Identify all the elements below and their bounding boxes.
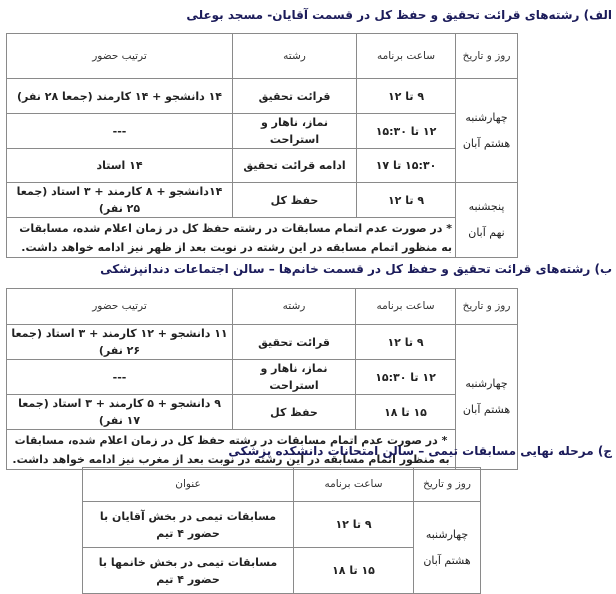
header-field: رشته: [233, 34, 357, 79]
table-row: [7, 183, 518, 218]
table-row: [7, 395, 518, 430]
day-cell: چهارشنبه هشتم آبان: [414, 502, 481, 594]
header-field: رشته: [233, 289, 356, 325]
field-cell: قرائت تحقیق: [233, 79, 357, 114]
section-b-title: ب) رشته‌های قرائت تحقیق و حفظ کل در قسمت خانم‌ها – سالن اجتماعات دندانپزشکی: [100, 262, 612, 276]
header-time: ساعت برنامه: [356, 289, 456, 325]
table-header-row: [7, 34, 518, 79]
table-row: [7, 360, 518, 395]
header-day: روز و تاریخ: [456, 289, 518, 325]
field-cell: نماز، ناهار و استراحت: [233, 114, 357, 149]
time-cell: ۱۵ تا ۱۸: [294, 548, 414, 594]
attendance-cell: ---: [7, 114, 233, 149]
table-row: [7, 79, 518, 114]
attendance-cell: ۱۴ دانشجو + ۱۴ کارمند (جمعا ۲۸ نفر): [7, 79, 233, 114]
section-a-title: الف) رشته‌های قرائت تحقیق و حفظ کل در قسمت آقایان- مسجد بوعلی: [186, 8, 612, 22]
time-cell: ۱۲ تا ۱۵:۳۰: [356, 360, 456, 395]
table-header-row: [7, 289, 518, 325]
header-attendance: ترتیب حضور: [7, 34, 233, 79]
attendance-cell: ۱۴دانشجو + ۸ کارمند + ۳ استاد (جمعا ۲۵ نفر): [7, 183, 233, 218]
time-cell: ۹ تا ۱۲: [357, 79, 456, 114]
table-row: [83, 502, 481, 548]
field-cell: حفظ کل: [233, 183, 357, 218]
header-time: ساعت برنامه: [294, 468, 414, 502]
day-cell: چهارشنبه هشتم آبان: [456, 79, 518, 183]
attendance-cell: ۱۴ استاد: [7, 149, 233, 183]
time-cell: ۱۵ تا ۱۸: [356, 395, 456, 430]
header-title: عنوان: [83, 468, 294, 502]
note-row: [7, 218, 518, 258]
field-cell: حفظ کل: [233, 395, 356, 430]
note-text: * در صورت عدم اتمام مسابقات در رشته حفظ کل در زمان اعلام شده، مسابقات به منظور اتمام مسابقه در این رشته در نوبت بعد از ظهر نیز ادامه خواهد داشت.: [7, 218, 456, 258]
section-b-table: [6, 288, 518, 470]
note-text: * در صورت عدم اتمام مسابقات در رشته حفظ کل در زمان اعلام شده، مسابقات به منظور اتمام مسابقه در این رشته در نوبت بعد از مغرب نیز ادامه خواهد داشت.: [7, 430, 456, 470]
field-cell: قرائت تحقیق: [233, 325, 356, 360]
table-row: [7, 114, 518, 149]
header-day: روز و تاریخ: [456, 34, 518, 79]
title-cell: مسابقات تیمی در بخش آقایان با حضور ۴ تیم: [83, 502, 294, 548]
attendance-cell: ۹ دانشجو + ۵ کارمند + ۳ استاد (جمعا ۱۷ نفر): [7, 395, 233, 430]
section-c-title: ج) مرحله نهایی مسابقات تیمی – سالن امتحانات دانشکده پزشکی: [228, 444, 612, 458]
table-row: [7, 149, 518, 183]
time-cell: ۹ تا ۱۲: [356, 325, 456, 360]
attendance-cell: ۱۱ دانشجو + ۱۲ کارمند + ۳ استاد (جمعا ۲۶ نفر): [7, 325, 233, 360]
field-cell: نماز، ناهار و استراحت: [233, 360, 356, 395]
section-a-table: [6, 33, 518, 258]
time-cell: ۹ تا ۱۲: [357, 183, 456, 218]
time-cell: ۱۲ تا ۱۵:۳۰: [357, 114, 456, 149]
header-attendance: ترتیب حضور: [7, 289, 233, 325]
time-cell: ۱۵:۳۰ تا ۱۷: [357, 149, 456, 183]
day-cell: پنجشنبه نهم آبان: [456, 183, 518, 258]
title-cell: مسابقات تیمی در بخش خانمها با حضور ۴ تیم: [83, 548, 294, 594]
time-cell: ۹ تا ۱۲: [294, 502, 414, 548]
header-day: روز و تاریخ: [414, 468, 481, 502]
field-cell: ادامه قرائت تحقیق: [233, 149, 357, 183]
table-header-row: [83, 468, 481, 502]
section-c-table: [82, 467, 481, 594]
attendance-cell: ---: [7, 360, 233, 395]
header-time: ساعت برنامه: [357, 34, 456, 79]
day-cell: چهارشنبه هشتم آبان: [456, 325, 518, 470]
table-row: [7, 325, 518, 360]
